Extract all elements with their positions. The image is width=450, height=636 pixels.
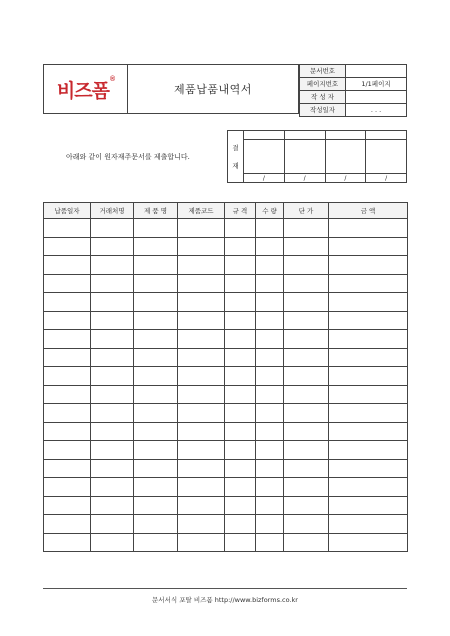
quantity-cell[interactable] bbox=[256, 256, 284, 275]
spec-cell[interactable] bbox=[225, 237, 256, 256]
spec-cell[interactable] bbox=[225, 348, 256, 367]
quantity-cell[interactable] bbox=[256, 274, 284, 293]
quantity-cell[interactable] bbox=[256, 367, 284, 386]
quantity-cell[interactable] bbox=[256, 385, 284, 404]
amount-cell[interactable] bbox=[329, 237, 408, 256]
client-cell[interactable] bbox=[91, 515, 134, 534]
unit-price-cell[interactable] bbox=[284, 404, 329, 423]
unit-price-cell[interactable] bbox=[284, 459, 329, 478]
footer-text: 문서서식 포탈 비즈폼 http://www.bizforms.co.kr bbox=[152, 596, 298, 604]
product-name-cell[interactable] bbox=[134, 441, 178, 460]
client-cell[interactable] bbox=[91, 237, 134, 256]
table-row bbox=[44, 348, 408, 367]
table-row bbox=[44, 441, 408, 460]
table-row bbox=[44, 385, 408, 404]
unit-price-cell[interactable] bbox=[284, 533, 329, 552]
info-row bbox=[300, 91, 407, 104]
client-cell[interactable] bbox=[91, 385, 134, 404]
delivery-date-cell[interactable] bbox=[44, 459, 91, 478]
product-code-cell[interactable] bbox=[178, 256, 225, 275]
table-row bbox=[44, 404, 408, 423]
product-name-cell[interactable] bbox=[134, 237, 178, 256]
table-row bbox=[44, 422, 408, 441]
document-info-table bbox=[299, 64, 407, 117]
approver-sign-cell[interactable] bbox=[284, 140, 325, 174]
product-code-cell[interactable] bbox=[178, 385, 225, 404]
spec-cell[interactable] bbox=[225, 478, 256, 497]
approval-label-cell bbox=[228, 131, 244, 183]
amount-cell[interactable] bbox=[329, 441, 408, 460]
client-cell[interactable] bbox=[91, 348, 134, 367]
spec-cell[interactable] bbox=[225, 256, 256, 275]
quantity-cell[interactable] bbox=[256, 219, 284, 238]
quantity-cell[interactable] bbox=[256, 237, 284, 256]
approval-header-row bbox=[228, 131, 407, 140]
approver-title-cell[interactable] bbox=[284, 131, 325, 140]
client-cell[interactable] bbox=[91, 496, 134, 515]
approver-title-cell[interactable] bbox=[325, 131, 366, 140]
col-header-unit-price: 단 가 bbox=[284, 203, 329, 219]
client-cell[interactable] bbox=[91, 274, 134, 293]
col-header-quantity: 수 량 bbox=[256, 203, 284, 219]
product-code-cell[interactable] bbox=[178, 515, 225, 534]
quantity-cell[interactable] bbox=[256, 441, 284, 460]
product-name-cell[interactable] bbox=[134, 385, 178, 404]
info-row bbox=[300, 104, 407, 117]
client-cell[interactable] bbox=[91, 330, 134, 349]
amount-cell[interactable] bbox=[329, 219, 408, 238]
unit-price-cell[interactable] bbox=[284, 311, 329, 330]
delivery-date-cell[interactable] bbox=[44, 367, 91, 386]
approval-label-top: 결 bbox=[232, 143, 239, 152]
request-statement: 아래와 같이 원자재주문서를 제출합니다. bbox=[66, 153, 190, 161]
product-name-cell[interactable] bbox=[134, 404, 178, 423]
amount-cell[interactable] bbox=[329, 533, 408, 552]
table-row bbox=[44, 237, 408, 256]
spec-cell[interactable] bbox=[225, 496, 256, 515]
delivery-date-cell[interactable] bbox=[44, 515, 91, 534]
quantity-cell[interactable] bbox=[256, 348, 284, 367]
delivery-date-cell[interactable] bbox=[44, 348, 91, 367]
client-cell[interactable] bbox=[91, 311, 134, 330]
document-title-text: 제품납품내역서 bbox=[174, 83, 252, 96]
product-code-cell[interactable] bbox=[178, 441, 225, 460]
product-name-cell[interactable] bbox=[134, 515, 178, 534]
product-code-cell[interactable] bbox=[178, 348, 225, 367]
quantity-cell[interactable] bbox=[256, 404, 284, 423]
client-cell[interactable] bbox=[91, 441, 134, 460]
product-name-cell[interactable] bbox=[134, 367, 178, 386]
product-code-cell[interactable] bbox=[178, 219, 225, 238]
amount-cell[interactable] bbox=[329, 256, 408, 275]
approval-date-row bbox=[228, 174, 407, 183]
unit-price-cell[interactable] bbox=[284, 367, 329, 386]
product-code-cell[interactable] bbox=[178, 367, 225, 386]
quantity-cell[interactable] bbox=[256, 293, 284, 312]
product-name-cell[interactable] bbox=[134, 496, 178, 515]
delivery-date-cell[interactable] bbox=[44, 256, 91, 275]
amount-cell[interactable] bbox=[329, 478, 408, 497]
product-code-cell[interactable] bbox=[178, 311, 225, 330]
unit-price-cell[interactable] bbox=[284, 515, 329, 534]
document-title bbox=[127, 64, 299, 114]
amount-cell[interactable] bbox=[329, 496, 408, 515]
approver-sign-cell[interactable] bbox=[244, 140, 285, 174]
logo-cell bbox=[43, 64, 127, 114]
approval-date-cell[interactable]: / bbox=[244, 174, 285, 183]
col-header-product-name: 제 품 명 bbox=[134, 203, 178, 219]
table-row bbox=[44, 311, 408, 330]
author-label: 작 성 자 bbox=[300, 91, 346, 104]
quantity-cell[interactable] bbox=[256, 478, 284, 497]
table-row bbox=[44, 459, 408, 478]
spec-cell[interactable] bbox=[225, 219, 256, 238]
client-cell[interactable] bbox=[91, 256, 134, 275]
product-name-cell[interactable] bbox=[134, 422, 178, 441]
product-code-cell[interactable] bbox=[178, 422, 225, 441]
delivery-table-header bbox=[44, 203, 408, 219]
product-code-cell[interactable] bbox=[178, 237, 225, 256]
approval-date-cell[interactable]: / bbox=[284, 174, 325, 183]
product-code-cell[interactable] bbox=[178, 459, 225, 478]
amount-cell[interactable] bbox=[329, 422, 408, 441]
unit-price-cell[interactable] bbox=[284, 496, 329, 515]
info-row bbox=[300, 65, 407, 78]
spec-cell[interactable] bbox=[225, 422, 256, 441]
doc-number-label: 문서번호 bbox=[300, 65, 346, 78]
unit-price-cell[interactable] bbox=[284, 385, 329, 404]
amount-cell[interactable] bbox=[329, 330, 408, 349]
amount-cell[interactable] bbox=[329, 459, 408, 478]
approval-date-cell[interactable]: / bbox=[366, 174, 407, 183]
product-code-cell[interactable] bbox=[178, 496, 225, 515]
approver-sign-cell[interactable] bbox=[325, 140, 366, 174]
delivery-date-cell[interactable] bbox=[44, 237, 91, 256]
delivery-date-cell[interactable] bbox=[44, 330, 91, 349]
unit-price-cell[interactable] bbox=[284, 274, 329, 293]
amount-cell[interactable] bbox=[329, 274, 408, 293]
client-cell[interactable] bbox=[91, 219, 134, 238]
spec-cell[interactable] bbox=[225, 385, 256, 404]
table-row bbox=[44, 367, 408, 386]
delivery-date-cell[interactable] bbox=[44, 219, 91, 238]
product-name-cell[interactable] bbox=[134, 293, 178, 312]
unit-price-cell[interactable] bbox=[284, 330, 329, 349]
spec-cell[interactable] bbox=[225, 404, 256, 423]
table-row bbox=[44, 533, 408, 552]
quantity-cell[interactable] bbox=[256, 311, 284, 330]
delivery-date-cell[interactable] bbox=[44, 404, 91, 423]
spec-cell[interactable] bbox=[225, 311, 256, 330]
table-row bbox=[44, 274, 408, 293]
unit-price-cell[interactable] bbox=[284, 256, 329, 275]
product-name-cell[interactable] bbox=[134, 330, 178, 349]
client-cell[interactable] bbox=[91, 459, 134, 478]
table-row bbox=[44, 256, 408, 275]
footer-divider bbox=[43, 588, 407, 589]
col-header-delivery-date: 납품일자 bbox=[44, 203, 91, 219]
date-value[interactable]: . . . bbox=[346, 104, 407, 117]
table-row bbox=[44, 478, 408, 497]
delivery-date-cell[interactable] bbox=[44, 385, 91, 404]
date-label: 작성일자 bbox=[300, 104, 346, 117]
spec-cell[interactable] bbox=[225, 515, 256, 534]
delivery-table-body bbox=[44, 219, 408, 552]
delivery-date-cell[interactable] bbox=[44, 441, 91, 460]
product-code-cell[interactable] bbox=[178, 274, 225, 293]
amount-cell[interactable] bbox=[329, 311, 408, 330]
client-cell[interactable] bbox=[91, 293, 134, 312]
quantity-cell[interactable] bbox=[256, 422, 284, 441]
delivery-date-cell[interactable] bbox=[44, 293, 91, 312]
product-name-cell[interactable] bbox=[134, 256, 178, 275]
col-header-amount: 금 액 bbox=[329, 203, 408, 219]
unit-price-cell[interactable] bbox=[284, 478, 329, 497]
spec-cell[interactable] bbox=[225, 274, 256, 293]
document-header bbox=[43, 64, 407, 114]
client-cell[interactable] bbox=[91, 367, 134, 386]
amount-cell[interactable] bbox=[329, 293, 408, 312]
product-code-cell[interactable] bbox=[178, 404, 225, 423]
spec-cell[interactable] bbox=[225, 367, 256, 386]
quantity-cell[interactable] bbox=[256, 515, 284, 534]
approver-title-cell[interactable] bbox=[366, 131, 407, 140]
doc-number-value[interactable] bbox=[346, 65, 407, 78]
unit-price-cell[interactable] bbox=[284, 237, 329, 256]
amount-cell[interactable] bbox=[329, 515, 408, 534]
product-name-cell[interactable] bbox=[134, 478, 178, 497]
delivery-date-cell[interactable] bbox=[44, 478, 91, 497]
client-cell[interactable] bbox=[91, 478, 134, 497]
spec-cell[interactable] bbox=[225, 459, 256, 478]
approval-label-bottom: 재 bbox=[232, 161, 239, 170]
product-name-cell[interactable] bbox=[134, 219, 178, 238]
unit-price-cell[interactable] bbox=[284, 219, 329, 238]
delivery-date-cell[interactable] bbox=[44, 422, 91, 441]
product-name-cell[interactable] bbox=[134, 274, 178, 293]
spec-cell[interactable] bbox=[225, 441, 256, 460]
amount-cell[interactable] bbox=[329, 348, 408, 367]
delivery-date-cell[interactable] bbox=[44, 496, 91, 515]
product-name-cell[interactable] bbox=[134, 348, 178, 367]
unit-price-cell[interactable] bbox=[284, 293, 329, 312]
col-header-client: 거래처명 bbox=[91, 203, 134, 219]
delivery-date-cell[interactable] bbox=[44, 311, 91, 330]
bizforms-logo: 비즈폼® bbox=[56, 75, 115, 102]
unit-price-cell[interactable] bbox=[284, 441, 329, 460]
approver-title-cell[interactable] bbox=[244, 131, 285, 140]
product-name-cell[interactable] bbox=[134, 533, 178, 552]
amount-cell[interactable] bbox=[329, 385, 408, 404]
quantity-cell[interactable] bbox=[256, 533, 284, 552]
product-name-cell[interactable] bbox=[134, 311, 178, 330]
delivery-table bbox=[43, 202, 408, 552]
spec-cell[interactable] bbox=[225, 293, 256, 312]
approval-date-cell[interactable]: / bbox=[325, 174, 366, 183]
table-row bbox=[44, 219, 408, 238]
table-row bbox=[44, 330, 408, 349]
table-row bbox=[44, 515, 408, 534]
col-header-spec: 규 격 bbox=[225, 203, 256, 219]
client-cell[interactable] bbox=[91, 404, 134, 423]
spec-cell[interactable] bbox=[225, 533, 256, 552]
client-cell[interactable] bbox=[91, 533, 134, 552]
quantity-cell[interactable] bbox=[256, 496, 284, 515]
client-cell[interactable] bbox=[91, 422, 134, 441]
product-name-cell[interactable] bbox=[134, 459, 178, 478]
unit-price-cell[interactable] bbox=[284, 422, 329, 441]
info-row bbox=[300, 78, 407, 91]
amount-cell[interactable] bbox=[329, 367, 408, 386]
amount-cell[interactable] bbox=[329, 404, 408, 423]
delivery-date-cell[interactable] bbox=[44, 274, 91, 293]
author-value[interactable] bbox=[346, 91, 407, 104]
product-code-cell[interactable] bbox=[178, 533, 225, 552]
approver-sign-cell[interactable] bbox=[366, 140, 407, 174]
quantity-cell[interactable] bbox=[256, 459, 284, 478]
spec-cell[interactable] bbox=[225, 330, 256, 349]
quantity-cell[interactable] bbox=[256, 330, 284, 349]
table-row bbox=[44, 496, 408, 515]
page-number-label: 페이지번호 bbox=[300, 78, 346, 91]
delivery-date-cell[interactable] bbox=[44, 533, 91, 552]
table-row bbox=[44, 293, 408, 312]
product-code-cell[interactable] bbox=[178, 478, 225, 497]
approval-box bbox=[227, 130, 407, 183]
page-number-value[interactable]: 1/1페이지 bbox=[346, 78, 407, 91]
approval-sign-row bbox=[228, 140, 407, 174]
product-code-cell[interactable] bbox=[178, 330, 225, 349]
product-code-cell[interactable] bbox=[178, 293, 225, 312]
col-header-product-code: 제품코드 bbox=[178, 203, 225, 219]
unit-price-cell[interactable] bbox=[284, 348, 329, 367]
